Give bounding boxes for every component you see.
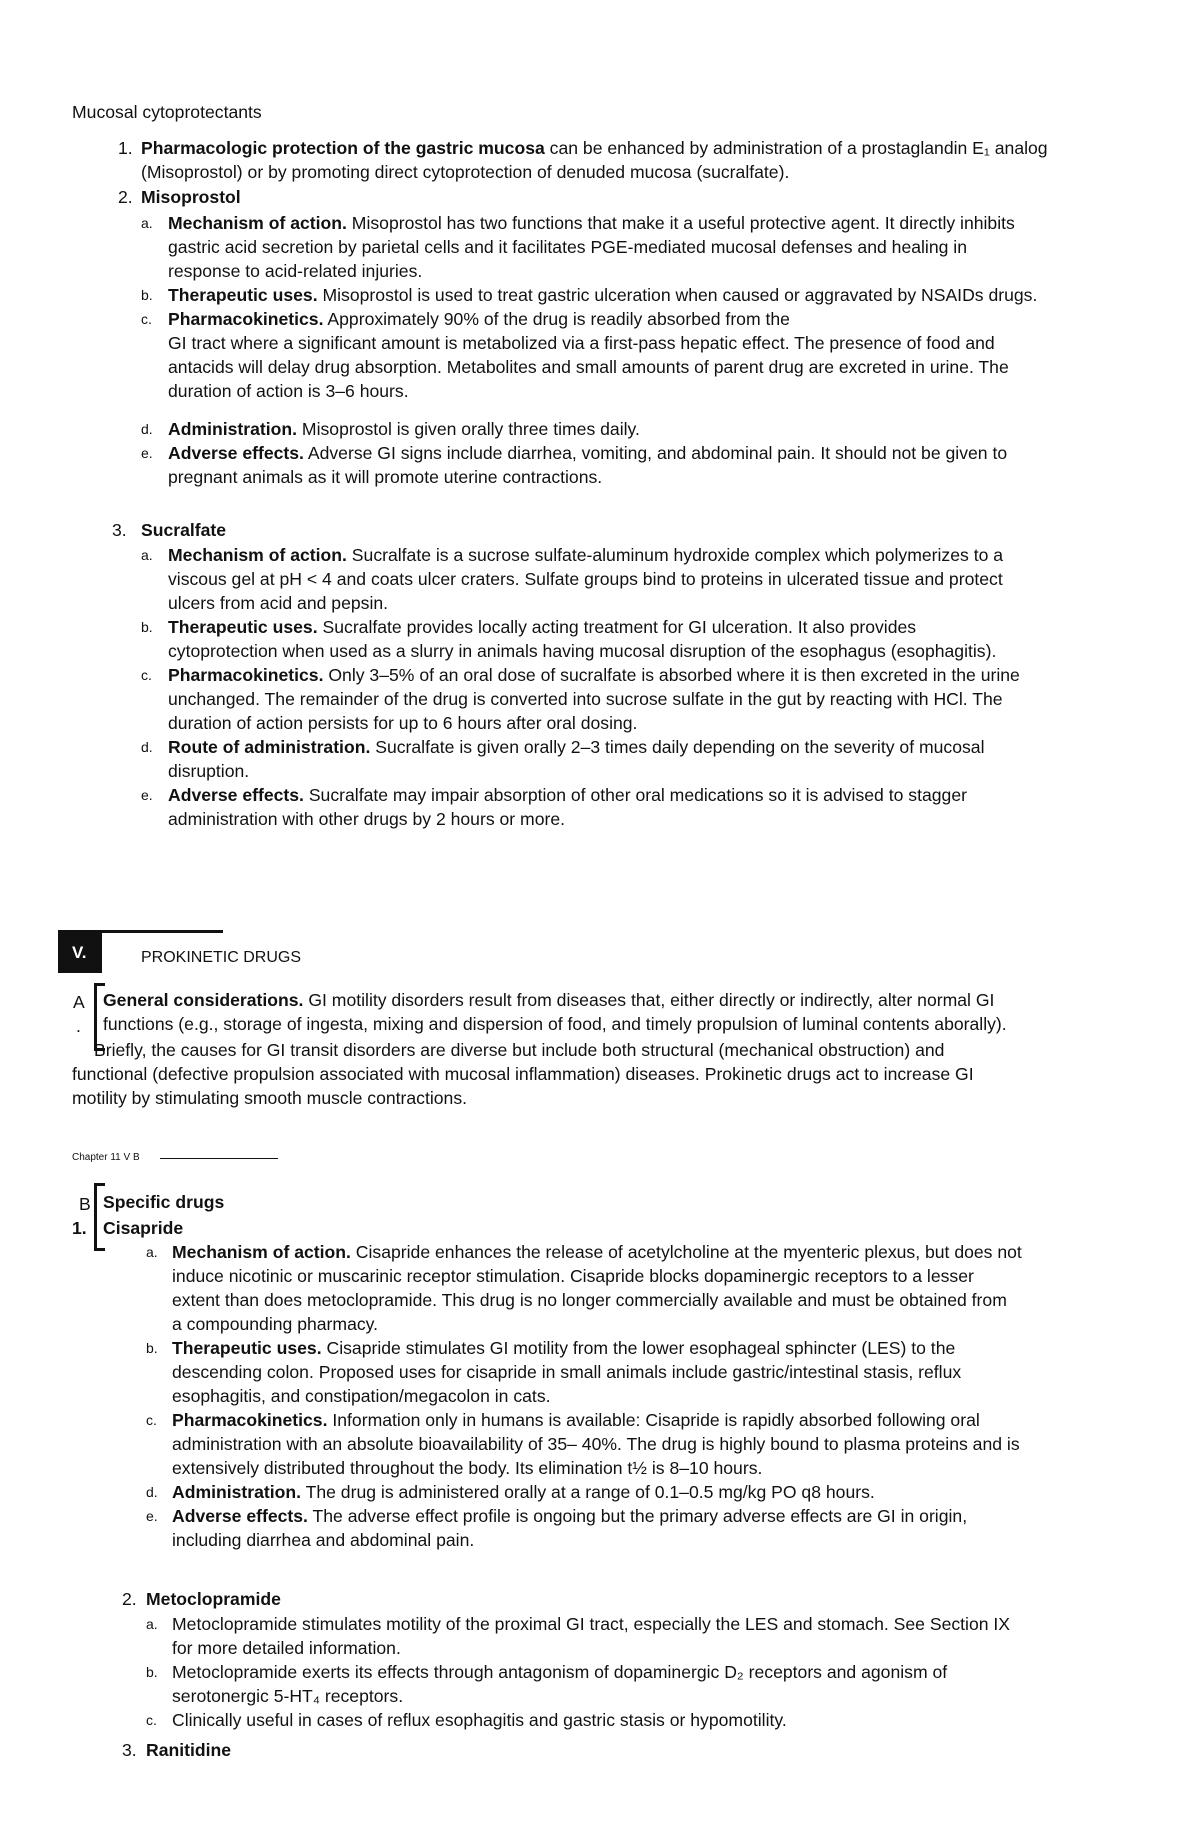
- list-item-label: Therapeutic uses.: [168, 285, 318, 305]
- list-item-label: Administration.: [172, 1482, 302, 1502]
- list-item-label: Adverse effects.: [168, 443, 304, 463]
- list-item-line: for more detailed information.: [172, 1638, 401, 1658]
- list-item-line: [168, 283, 1037, 307]
- list-letter: d.: [146, 1484, 158, 1500]
- list-item-line: extensively distributed throughout the body. Its elimination t½ is 8–10 hours.: [172, 1458, 763, 1478]
- section-heading: Mucosal cytoprotectants: [72, 102, 262, 122]
- list-item-line: serotonergic 5-HT₄ receptors.: [172, 1686, 404, 1706]
- item-number: 2.: [122, 1589, 137, 1609]
- list-item-line: [172, 1504, 967, 1528]
- list-item-label: Pharmacokinetics.: [168, 665, 324, 685]
- list-item-line: viscous gel at pH < 4 and coats ulcer craters. Sulfate groups bind to proteins in ulcerated tissue and protect: [168, 569, 1003, 589]
- sucralfate-heading: Sucralfate: [141, 520, 227, 540]
- list-item-text: Sucralfate provides locally acting treatment for GI ulceration. It also provides: [317, 617, 917, 637]
- section-a-line-1: [103, 988, 994, 1012]
- list-item-text: Sucralfate is given orally 2–3 times daily depending on the severity of mucosal: [370, 737, 985, 757]
- item-number: 2.: [118, 187, 133, 207]
- list-item-label: Pharmacokinetics.: [168, 309, 324, 329]
- list-item-line: extent than does metoclopramide. This drug is no longer commercially available and must be obtained from: [172, 1290, 1007, 1310]
- section-b-label: B: [79, 1194, 91, 1214]
- list-item-line: [168, 783, 967, 807]
- list-item-line: [168, 735, 985, 759]
- list-item-line: administration with an absolute bioavailability of 35– 40%. The drug is highly bound to plasma proteins and is: [172, 1434, 1020, 1454]
- list-item-text: The adverse effect profile is ongoing but the primary adverse effects are GI in origin,: [307, 1506, 968, 1526]
- list-letter: a.: [146, 1616, 158, 1632]
- list-item-text: Only 3–5% of an oral dose of sucralfate is absorbed where it is then excreted in the urine: [323, 665, 1020, 685]
- list-letter: b.: [141, 287, 153, 303]
- list-item-line: pregnant animals as it will promote uterine contractions.: [168, 467, 603, 487]
- section-a-line-3: Briefly, the causes for GI transit disorders are diverse but include both structural (mechanical obstruction) and: [94, 1040, 945, 1060]
- section-a-bold: General considerations.: [103, 990, 304, 1010]
- list-item-label: Therapeutic uses.: [172, 1338, 322, 1358]
- list-letter: a.: [141, 215, 153, 231]
- list-item-line: administration with other drugs by 2 hours or more.: [168, 809, 566, 829]
- list-item-text: Sucralfate may impair absorption of other oral medications so it is advised to stagger: [303, 785, 967, 805]
- list-letter: d.: [141, 421, 153, 437]
- item-1-text: [141, 136, 1161, 160]
- list-letter: a.: [141, 547, 153, 563]
- section-a-line-4: functional (defective propulsion associated with mucosal inflammation) diseases. Prokinetic drugs act to increase GI: [72, 1064, 974, 1084]
- list-item-text: The drug is administered orally at a range of 0.1–0.5 mg/kg PO q8 hours.: [301, 1482, 875, 1502]
- list-item-text: Misoprostol is used to treat gastric ulceration when caused or aggravated by NSAIDs drugs.: [317, 285, 1038, 305]
- section-b-title: Specific drugs: [103, 1192, 225, 1212]
- list-letter: d.: [141, 739, 153, 755]
- list-item-line: [168, 211, 1015, 235]
- list-letter: b.: [141, 619, 153, 635]
- list-item-line: antacids will delay drug absorption. Metabolites and small amounts of parent drug are excreted in urine. The: [168, 357, 1009, 377]
- list-item-label: Adverse effects.: [168, 785, 304, 805]
- list-item-text: Cisapride enhances the release of acetylcholine at the myenteric plexus, but does not: [350, 1242, 1022, 1262]
- item-1-rest: can be enhanced by administration of a prostaglandin E₁ analog: [544, 138, 1048, 158]
- list-item-line: [168, 543, 1003, 567]
- chapter-reference: Chapter 11 V B: [72, 1152, 140, 1163]
- list-item-label: Mechanism of action.: [168, 213, 347, 233]
- list-item-line: [172, 1336, 955, 1360]
- item-number: 3.: [112, 520, 127, 540]
- section-v-label: V.: [58, 933, 102, 973]
- misoprostol-heading: Misoprostol: [141, 187, 241, 207]
- list-item-line: response to acid-related injuries.: [168, 261, 423, 281]
- chapter-reference-rule: [160, 1158, 278, 1159]
- list-item-text: Cisapride stimulates GI motility from the lower esophageal sphincter (LES) to the: [321, 1338, 956, 1358]
- list-item-line: Metoclopramide exerts its effects through antagonism of dopaminergic D₂ receptors and agonism of: [172, 1662, 948, 1682]
- list-item-text: Misoprostol has two functions that make it a useful protective agent. It directly inhibits: [346, 213, 1015, 233]
- item-1-bold: Pharmacologic protection of the gastric mucosa: [141, 138, 545, 158]
- list-item-text: Adverse GI signs include diarrhea, vomiting, and abdominal pain. It should not be given to: [303, 443, 1008, 463]
- list-item-line: induce nicotinic or muscarinic receptor stimulation. Cisapride blocks dopaminergic receptors to a lesser: [172, 1266, 974, 1286]
- section-a-dot: .: [76, 1016, 81, 1036]
- list-item-line: [172, 1480, 875, 1504]
- cisapride-heading: Cisapride: [103, 1218, 184, 1238]
- list-letter: e.: [141, 787, 153, 803]
- list-item-line: [168, 307, 790, 331]
- list-item-label: Route of administration.: [168, 737, 371, 757]
- list-item-line: [172, 1240, 1022, 1264]
- item-number: 3.: [122, 1740, 137, 1760]
- list-item-line: [168, 441, 1007, 465]
- list-letter: b.: [146, 1664, 158, 1680]
- list-item-line: gastric acid secretion by parietal cells and it facilitates PGE-mediated mucosal defenses and healing in: [168, 237, 967, 257]
- list-item-label: Administration.: [168, 419, 298, 439]
- list-item-label: Mechanism of action.: [172, 1242, 351, 1262]
- item-1-line2: (Misoprostol) or by promoting direct cytoprotection of denuded mucosa (sucralfate).: [141, 162, 790, 182]
- list-item-line: a compounding pharmacy.: [172, 1314, 379, 1334]
- list-item-line: Clinically useful in cases of reflux esophagitis and gastric stasis or hypomotility.: [172, 1710, 787, 1730]
- section-a-label: A: [73, 992, 85, 1012]
- list-item-line: ulcers from acid and pepsin.: [168, 593, 389, 613]
- item-number: 1.: [118, 138, 133, 158]
- section-a-line-2: functions (e.g., storage of ingesta, mixing and dispersion of food, and timely propulsion of luminal contents aborally).: [103, 1014, 1007, 1034]
- list-letter: e.: [146, 1508, 158, 1524]
- list-item-line: duration of action persists for up to 6 hours after oral dosing.: [168, 713, 638, 733]
- list-item-label: Therapeutic uses.: [168, 617, 318, 637]
- list-item-line: [172, 1408, 980, 1432]
- list-letter: c.: [141, 667, 152, 683]
- section-a-line-5: motility by stimulating smooth muscle contractions.: [72, 1088, 468, 1108]
- list-item-label: Pharmacokinetics.: [172, 1410, 328, 1430]
- list-item-line: [168, 417, 640, 441]
- list-item-line: Metoclopramide stimulates motility of the proximal GI tract, especially the LES and stomach. See Section IX: [172, 1614, 1011, 1634]
- list-item-line: including diarrhea and abdominal pain.: [172, 1530, 475, 1550]
- list-item-line: [168, 615, 916, 639]
- section-v-title: PROKINETIC DRUGS: [141, 949, 302, 966]
- list-item-line: esophagitis, and constipation/megacolon in cats.: [172, 1386, 551, 1406]
- list-letter: c.: [141, 311, 152, 327]
- list-item-text: Approximately 90% of the drug is readily absorbed from the: [323, 309, 790, 329]
- list-letter: c.: [146, 1412, 157, 1428]
- list-letter: a.: [146, 1244, 158, 1260]
- list-item-text: Sucralfate is a sucrose sulfate-aluminum hydroxide complex which polymerizes to a: [346, 545, 1004, 565]
- list-item-label: Adverse effects.: [172, 1506, 308, 1526]
- metoclopramide-heading: Metoclopramide: [146, 1589, 281, 1609]
- list-item-line: descending colon. Proposed uses for cisapride in small animals include gastric/intestinal stasis, reflux: [172, 1362, 962, 1382]
- list-letter: e.: [141, 445, 153, 461]
- list-letter: b.: [146, 1340, 158, 1356]
- list-item-line: unchanged. The remainder of the drug is converted into sucrose sulfate in the gut by reacting with HCl. The: [168, 689, 1003, 709]
- list-item-text: Misoprostol is given orally three times daily.: [297, 419, 640, 439]
- item-number: 1.: [72, 1218, 87, 1238]
- list-letter: c.: [146, 1712, 157, 1728]
- list-item-line: disruption.: [168, 761, 250, 781]
- list-item-label: Mechanism of action.: [168, 545, 347, 565]
- list-item-line: [168, 663, 1020, 687]
- list-item-line: cytoprotection when used as a slurry in animals having mucosal disruption of the esophagus (esophagitis).: [168, 641, 997, 661]
- list-item-line: GI tract where a significant amount is metabolized via a first-pass hepatic effect. The presence of food and: [168, 333, 995, 353]
- section-a-text: GI motility disorders result from diseases that, either directly or indirectly, alter normal GI: [303, 990, 995, 1010]
- list-item-line: duration of action is 3–6 hours.: [168, 381, 409, 401]
- ranitidine-heading: Ranitidine: [146, 1740, 232, 1760]
- list-item-text: Information only in humans is available: Cisapride is rapidly absorbed following oral: [327, 1410, 980, 1430]
